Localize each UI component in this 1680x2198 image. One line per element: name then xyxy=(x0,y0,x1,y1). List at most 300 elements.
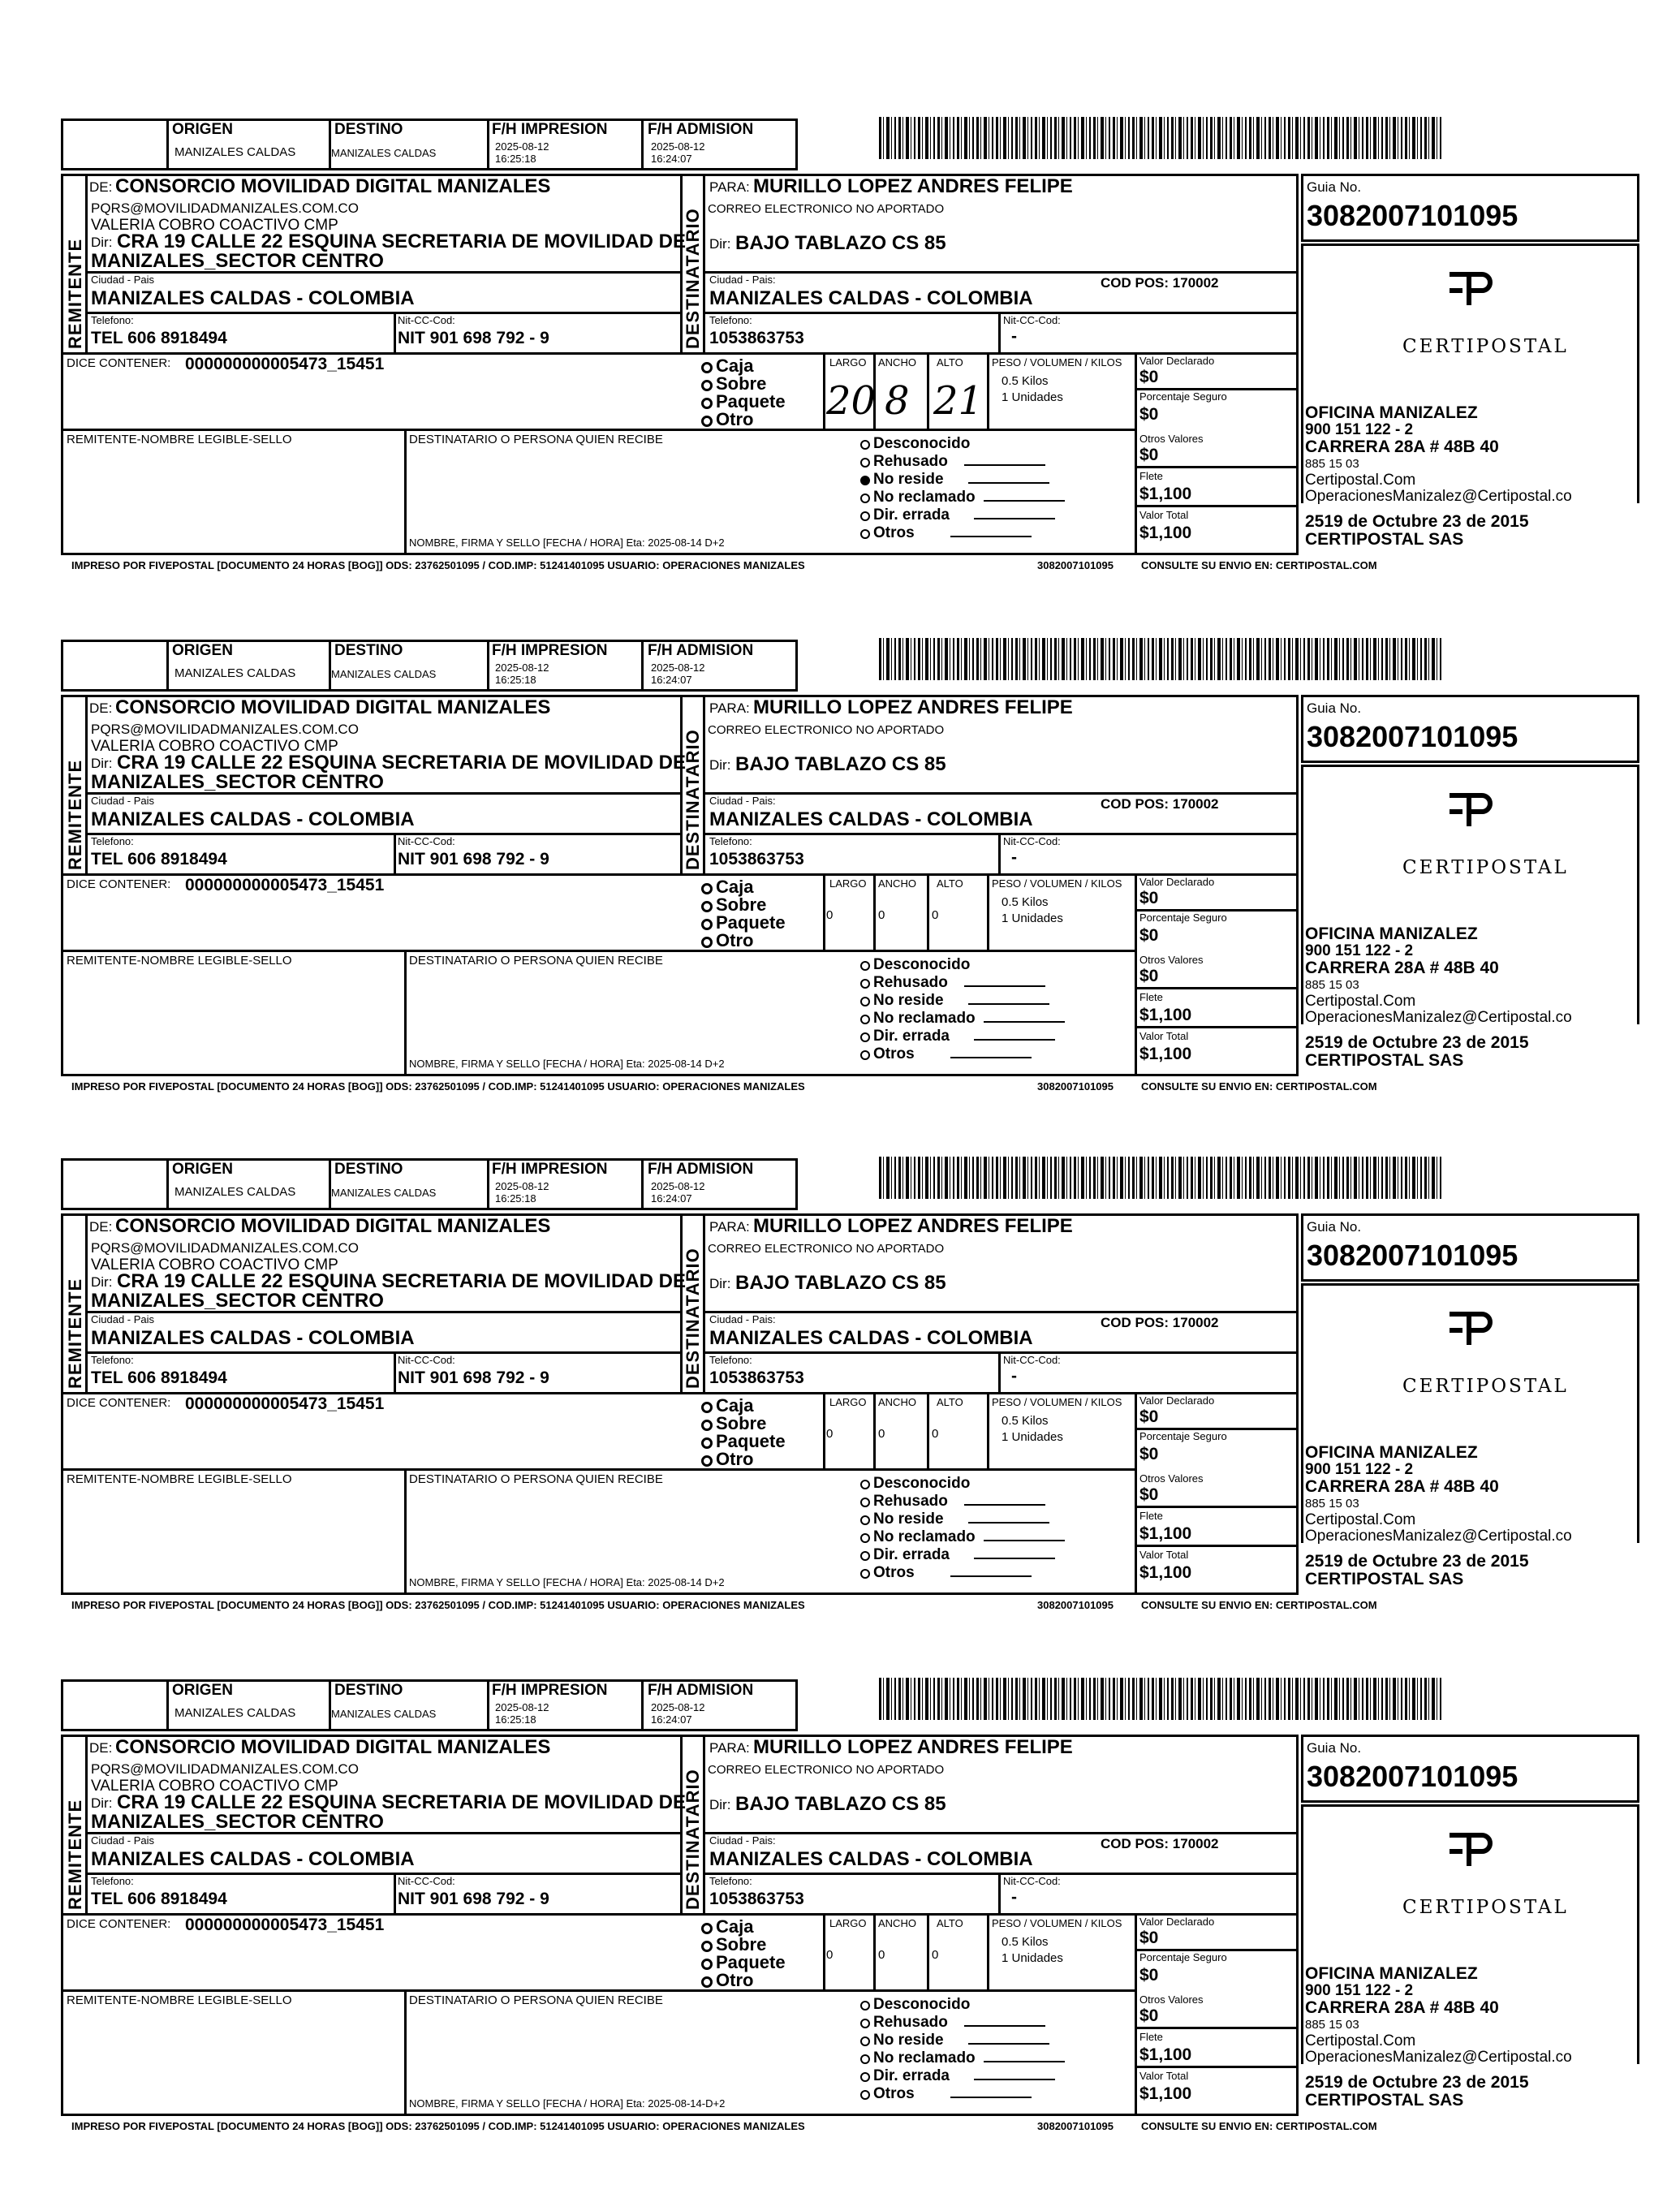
valor-total: $1,100 xyxy=(1139,2084,1192,2103)
para-ciudad: MANIZALES CALDAS - COLOMBIA xyxy=(709,808,1033,830)
origen-label: ORIGEN xyxy=(172,642,233,659)
ancho-value: 0 xyxy=(878,1948,885,1962)
flete-label: Flete xyxy=(1139,991,1163,1003)
cod-pos: COD POS: 170002 xyxy=(1101,1315,1219,1330)
flete-label: Flete xyxy=(1139,2031,1163,2043)
de-contact: VALERIA COBRO COACTIVO CMP xyxy=(91,1778,338,1795)
fh-impresion-date: 2025-08-12 xyxy=(495,1701,549,1713)
devolucion-rehusado[interactable]: Rehusado xyxy=(860,453,1065,471)
para-telefono: 1053863753 xyxy=(709,1890,804,1908)
footer-guia: 3082007101095 xyxy=(1037,559,1114,571)
logo-text: CERTIPOSTAL xyxy=(1402,1897,1569,1918)
radio-icon xyxy=(701,1455,713,1467)
para-value: MURILLO LOPEZ ANDRES FELIPE xyxy=(753,175,1073,197)
alto-value: 0 xyxy=(932,908,939,922)
alto-label: ALTO xyxy=(937,877,963,890)
oficina-dir: CARRERA 28A # 48B 40 xyxy=(1305,437,1499,456)
fh-impresion-label: F/H IMPRESION xyxy=(492,121,608,138)
devolucion-no-reclamado[interactable]: No reclamado xyxy=(860,1528,1065,1546)
oficina-res: 2519 de Octubre 23 de 2015 xyxy=(1305,2073,1529,2092)
para-dir: BAJO TABLAZO CS 85 xyxy=(735,1272,946,1294)
radio-icon xyxy=(701,1402,713,1413)
dice-contener: 000000000005473_15451 xyxy=(185,876,385,894)
dir-label: Dir: xyxy=(91,1274,113,1290)
tipo-sobre[interactable]: Sobre xyxy=(701,896,786,914)
de-email: PQRS@MOVILIDADMANIZALES.COM.CO xyxy=(91,200,359,216)
cod-pos: COD POS: 170002 xyxy=(1101,796,1219,812)
valor-declarado-label: Valor Declarado xyxy=(1139,876,1215,888)
oficina-nit: 900 151 122 - 2 xyxy=(1305,1982,1414,1999)
para-telefono: 1053863753 xyxy=(709,850,804,868)
fh-impresion-time: 16:25:18 xyxy=(495,153,536,165)
destino-label: DESTINO xyxy=(334,121,403,138)
peso-value: 0.5 Kilos xyxy=(1002,374,1049,388)
dest-recibe-label: DESTINATARIO O PERSONA QUIEN RECIBE xyxy=(409,1472,663,1486)
ciudad-label: Ciudad - Pais xyxy=(91,1313,155,1325)
tipo-caja[interactable]: Caja xyxy=(701,1918,786,1936)
tipo-list xyxy=(701,357,786,429)
destino-value: MANIZALES CALDAS xyxy=(331,668,437,680)
unidades-value: 1 Unidades xyxy=(1002,390,1063,404)
radio-icon xyxy=(860,458,870,468)
oficina-tel: 885 15 03 xyxy=(1305,978,1359,992)
para-telefono-label: Telefono: xyxy=(709,314,752,326)
tipo-paquete[interactable]: Paquete xyxy=(701,1954,786,1972)
devolucion-dir-errada[interactable]: Dir. errada xyxy=(860,506,1065,524)
firma-label: NOMBRE, FIRMA Y SELLO [FECHA / HORA] Eta: 2025-08-14-D+2 xyxy=(409,2097,726,2110)
tipo-paquete[interactable]: Paquete xyxy=(701,914,786,932)
flete: $1,100 xyxy=(1139,1524,1192,1543)
de-label: DE: xyxy=(89,179,113,195)
para-nit: - xyxy=(1011,1367,1017,1386)
para-dir-label: Dir: xyxy=(709,1276,731,1291)
de-label: DE: xyxy=(89,1740,113,1756)
oficina-web: Certipostal.Com xyxy=(1305,1511,1416,1528)
destinatario-label: DESTINATARIO xyxy=(683,1769,703,1910)
devolucion-dir-errada[interactable]: Dir. errada xyxy=(860,1546,1065,1564)
radio-icon xyxy=(860,2036,870,2046)
radio-icon xyxy=(860,1050,870,1060)
devolucion-no-reside[interactable]: No reside xyxy=(860,992,1065,1010)
porcentaje-seguro: $0 xyxy=(1139,405,1159,424)
radio-icon xyxy=(860,1015,870,1024)
tipo-sobre[interactable]: Sobre xyxy=(701,1936,786,1954)
fh-admision-date: 2025-08-12 xyxy=(651,1701,705,1713)
de-value: CONSORCIO MOVILIDAD DIGITAL MANIZALES xyxy=(115,696,551,718)
destino-value: MANIZALES CALDAS xyxy=(331,1708,437,1720)
porcentaje-seguro-label: Porcentaje Seguro xyxy=(1139,912,1227,924)
guide-2 xyxy=(0,633,1680,1157)
remitente-sello-label: REMITENTE-NOMBRE LEGIBLE-SELLO xyxy=(67,954,292,968)
de-email: PQRS@MOVILIDADMANIZALES.COM.CO xyxy=(91,1761,359,1777)
devolucion-otros[interactable]: Otros xyxy=(860,1045,1065,1063)
guide-3 xyxy=(0,1152,1680,1676)
dir-label: Dir: xyxy=(91,756,113,771)
dest-recibe-label: DESTINATARIO O PERSONA QUIEN RECIBE xyxy=(409,433,663,446)
radio-icon xyxy=(860,476,870,485)
firma-label: NOMBRE, FIRMA Y SELLO [FECHA / HORA] Eta: 2025-08-14 D+2 xyxy=(409,537,725,549)
devolucion-desconocido[interactable]: Desconocido xyxy=(860,435,1065,453)
valor-declarado-label: Valor Declarado xyxy=(1139,1394,1215,1407)
de-email: PQRS@MOVILIDADMANIZALES.COM.CO xyxy=(91,1240,359,1256)
footer-guia: 3082007101095 xyxy=(1037,2120,1114,2132)
radio-icon xyxy=(860,511,870,521)
devolucion-dir-errada[interactable]: Dir. errada xyxy=(860,1028,1065,1045)
largo-label: LARGO xyxy=(829,1917,867,1929)
alto-label: ALTO xyxy=(937,1917,963,1929)
oficina-name: CERTIPOSTAL SAS xyxy=(1305,2091,1464,2110)
barcode xyxy=(879,1157,1441,1199)
guia-no: 3082007101095 xyxy=(1307,1239,1518,1272)
devolucion-list xyxy=(860,1996,1065,2103)
devolucion-rehusado[interactable]: Rehusado xyxy=(860,2014,1065,2032)
de-dir-line2: MANIZALES_SECTOR CENTRO xyxy=(91,250,384,272)
para-correo: CORREO ELECTRONICO NO APORTADO xyxy=(708,1242,945,1256)
valor-declarado: $0 xyxy=(1139,368,1159,386)
largo-label: LARGO xyxy=(829,877,867,890)
otros-valores-label: Otros Valores xyxy=(1139,1993,1204,2006)
barcode xyxy=(879,1678,1441,1720)
devolucion-no-reside[interactable]: No reside xyxy=(860,471,1065,489)
de-telefono: TEL 606 8918494 xyxy=(91,1890,227,1908)
oficina-nit: 900 151 122 - 2 xyxy=(1305,1461,1414,1478)
tipo-list xyxy=(701,878,786,950)
de-ciudad: MANIZALES CALDAS - COLOMBIA xyxy=(91,808,415,830)
logo-text: CERTIPOSTAL xyxy=(1402,857,1569,878)
para-telefono-label: Telefono: xyxy=(709,835,752,847)
para-correo: CORREO ELECTRONICO NO APORTADO xyxy=(708,202,945,216)
devolucion-no-reclamado[interactable]: No reclamado xyxy=(860,489,1065,506)
devolucion-otros[interactable]: Otros xyxy=(860,524,1065,542)
radio-icon xyxy=(860,997,870,1006)
tipo-caja[interactable]: Caja xyxy=(701,357,786,375)
oficina: OFICINA MANIZALEZ xyxy=(1305,403,1478,422)
valor-declarado-label: Valor Declarado xyxy=(1139,355,1215,367)
barcode xyxy=(879,638,1441,680)
radio-icon xyxy=(701,901,713,912)
para-ciudad-label: Ciudad - Pais: xyxy=(709,274,776,286)
de-value: CONSORCIO MOVILIDAD DIGITAL MANIZALES xyxy=(115,175,551,197)
flete: $1,100 xyxy=(1139,1006,1192,1024)
fh-admision-label: F/H ADMISION xyxy=(648,121,754,138)
tipo-caja[interactable]: Caja xyxy=(701,1397,786,1415)
remitente-label: REMITENTE xyxy=(65,759,85,870)
footer-left: IMPRESO POR FIVEPOSTAL [DOCUMENTO 24 HORAS [BOG]] ODS: 23762501095 / COD.IMP: 51241401095 USUARIO: OPERACIONES MANIZALES xyxy=(71,1599,805,1611)
radio-icon xyxy=(701,1420,713,1431)
footer-left: IMPRESO POR FIVEPOSTAL [DOCUMENTO 24 HORAS [BOG]] ODS: 23762501095 / COD.IMP: 51241401095 USUARIO: OPERACIONES MANIZALES xyxy=(71,559,805,571)
cod-pos: COD POS: 170002 xyxy=(1101,275,1219,291)
flete-label: Flete xyxy=(1139,470,1163,482)
radio-icon xyxy=(860,2001,870,2011)
telefono-label: Telefono: xyxy=(91,835,134,847)
alto-value: 0 xyxy=(932,1427,939,1441)
origen-value: MANIZALES CALDAS xyxy=(174,145,296,159)
oficina-email: OperacionesManizalez@Certipostal.co xyxy=(1305,1528,1572,1545)
oficina-web: Certipostal.Com xyxy=(1305,472,1416,489)
radio-icon xyxy=(701,380,713,391)
tipo-list xyxy=(701,1397,786,1468)
origen-value: MANIZALES CALDAS xyxy=(174,1706,296,1720)
destino-value: MANIZALES CALDAS xyxy=(331,147,437,159)
footer-guia: 3082007101095 xyxy=(1037,1599,1114,1611)
oficina-tel: 885 15 03 xyxy=(1305,1497,1359,1511)
largo-value: 0 xyxy=(826,1427,834,1441)
destino-label: DESTINO xyxy=(334,642,403,659)
otros-valores: $0 xyxy=(1139,1485,1159,1504)
remitente-sello-label: REMITENTE-NOMBRE LEGIBLE-SELLO xyxy=(67,1472,292,1486)
origen-label: ORIGEN xyxy=(172,121,233,138)
ciudad-label: Ciudad - Pais xyxy=(91,795,155,807)
unidades-value: 1 Unidades xyxy=(1002,1430,1063,1444)
origen-label: ORIGEN xyxy=(172,1161,233,1178)
largo-label: LARGO xyxy=(829,1396,867,1408)
dice-contener: 000000000005473_15451 xyxy=(185,1916,385,1934)
radio-icon xyxy=(860,2072,870,2082)
certipostal-logo-icon xyxy=(1445,271,1493,308)
para-telefono-label: Telefono: xyxy=(709,1354,752,1366)
de-ciudad: MANIZALES CALDAS - COLOMBIA xyxy=(91,287,415,309)
oficina-res: 2519 de Octubre 23 de 2015 xyxy=(1305,512,1529,531)
flete: $1,100 xyxy=(1139,2045,1192,2064)
devolucion-desconocido[interactable]: Desconocido xyxy=(860,1475,1065,1493)
devolucion-no-reclamado[interactable]: No reclamado xyxy=(860,2049,1065,2067)
certipostal-logo-icon xyxy=(1445,792,1493,830)
devolucion-desconocido[interactable]: Desconocido xyxy=(860,956,1065,974)
para-value: MURILLO LOPEZ ANDRES FELIPE xyxy=(753,696,1073,718)
valor-total-label: Valor Total xyxy=(1139,509,1189,521)
fh-impresion-label: F/H IMPRESION xyxy=(492,1682,608,1699)
ancho-label: ANCHO xyxy=(878,877,916,890)
devolucion-otros[interactable]: Otros xyxy=(860,1564,1065,1582)
de-telefono: TEL 606 8918494 xyxy=(91,329,227,347)
para-telefono-label: Telefono: xyxy=(709,1875,752,1887)
guia-no: 3082007101095 xyxy=(1307,199,1518,232)
radio-icon xyxy=(860,1498,870,1507)
para-dir-label: Dir: xyxy=(709,757,731,773)
fh-admision-time: 16:24:07 xyxy=(651,153,692,165)
footer-right: CONSULTE SU ENVIO EN: CERTIPOSTAL.COM xyxy=(1141,1599,1377,1611)
destino-value: MANIZALES CALDAS xyxy=(331,1187,437,1199)
otros-valores-label: Otros Valores xyxy=(1139,1472,1204,1485)
guia-label: Guia No. xyxy=(1307,1219,1362,1235)
porcentaje-seguro-label: Porcentaje Seguro xyxy=(1139,390,1227,403)
para-correo: CORREO ELECTRONICO NO APORTADO xyxy=(708,1763,945,1777)
radio-icon xyxy=(701,1976,713,1988)
para-dir: BAJO TABLAZO CS 85 xyxy=(735,232,946,254)
valor-declarado: $0 xyxy=(1139,1929,1159,1947)
barcode xyxy=(879,117,1441,159)
radio-icon xyxy=(701,1437,713,1449)
radio-icon xyxy=(701,883,713,894)
otros-valores-label: Otros Valores xyxy=(1139,954,1204,966)
hand-ancho: 8 xyxy=(885,378,910,424)
para-label: PARA: xyxy=(709,1219,750,1235)
largo-value: 0 xyxy=(826,908,834,922)
oficina-res: 2519 de Octubre 23 de 2015 xyxy=(1305,1033,1529,1052)
valor-total: $1,100 xyxy=(1139,1045,1192,1063)
fh-admision-date: 2025-08-12 xyxy=(651,662,705,674)
de-dir-line2: MANIZALES_SECTOR CENTRO xyxy=(91,771,384,793)
guide-4 xyxy=(0,1673,1680,2197)
devolucion-no-reside[interactable]: No reside xyxy=(860,1511,1065,1528)
para-nit: - xyxy=(1011,848,1017,867)
guia-label: Guia No. xyxy=(1307,700,1362,716)
devolucion-desconocido[interactable]: Desconocido xyxy=(860,1996,1065,2014)
tipo-paquete[interactable]: Paquete xyxy=(701,393,786,411)
fh-admision-date: 2025-08-12 xyxy=(651,1180,705,1192)
firma-label: NOMBRE, FIRMA Y SELLO [FECHA / HORA] Eta: 2025-08-14 D+2 xyxy=(409,1058,725,1070)
valor-total-label: Valor Total xyxy=(1139,1030,1189,1042)
fh-admision-time: 16:24:07 xyxy=(651,1713,692,1726)
remitente-sello-label: REMITENTE-NOMBRE LEGIBLE-SELLO xyxy=(67,433,292,446)
fh-impresion-label: F/H IMPRESION xyxy=(492,1161,608,1178)
destino-label: DESTINO xyxy=(334,1161,403,1178)
para-dir: BAJO TABLAZO CS 85 xyxy=(735,1793,946,1815)
de-dir-line1: CRA 19 CALLE 22 ESQUINA SECRETARIA DE MOVILIDAD DE xyxy=(117,1791,686,1813)
ancho-value: 0 xyxy=(878,908,885,922)
dest-recibe-label: DESTINATARIO O PERSONA QUIEN RECIBE xyxy=(409,954,663,968)
dice-contener-label: DICE CONTENER: xyxy=(67,356,171,370)
ancho-label: ANCHO xyxy=(878,356,916,368)
devolucion-no-reclamado[interactable]: No reclamado xyxy=(860,1010,1065,1028)
tipo-otro[interactable]: Otro xyxy=(701,1450,786,1468)
telefono-label: Telefono: xyxy=(91,1875,134,1887)
radio-icon xyxy=(860,1569,870,1579)
valor-total: $1,100 xyxy=(1139,524,1192,542)
devolucion-list xyxy=(860,435,1065,542)
peso-value: 0.5 Kilos xyxy=(1002,1414,1049,1428)
radio-icon xyxy=(701,919,713,930)
oficina-dir: CARRERA 28A # 48B 40 xyxy=(1305,959,1499,977)
fh-impresion-label: F/H IMPRESION xyxy=(492,642,608,659)
para-ciudad-label: Ciudad - Pais: xyxy=(709,1834,776,1847)
fh-admision-label: F/H ADMISION xyxy=(648,642,754,659)
porcentaje-seguro-label: Porcentaje Seguro xyxy=(1139,1951,1227,1963)
firma-label: NOMBRE, FIRMA Y SELLO [FECHA / HORA] Eta: 2025-08-14 D+2 xyxy=(409,1576,725,1588)
peso-label: PESO / VOLUMEN / KILOS xyxy=(992,877,1122,890)
peso-value: 0.5 Kilos xyxy=(1002,1935,1049,1949)
para-ciudad: MANIZALES CALDAS - COLOMBIA xyxy=(709,1327,1033,1349)
oficina-tel: 885 15 03 xyxy=(1305,2018,1359,2032)
para-nit-label: Nit-CC-Cod: xyxy=(1003,1875,1061,1887)
hand-alto: 21 xyxy=(933,378,984,424)
de-ciudad: MANIZALES CALDAS - COLOMBIA xyxy=(91,1327,415,1349)
unidades-value: 1 Unidades xyxy=(1002,912,1063,925)
de-contact: VALERIA COBRO COACTIVO CMP xyxy=(91,738,338,755)
tipo-sobre[interactable]: Sobre xyxy=(701,1415,786,1433)
para-value: MURILLO LOPEZ ANDRES FELIPE xyxy=(753,1736,1073,1758)
origen-label: ORIGEN xyxy=(172,1682,233,1699)
de-nit: NIT 901 698 792 - 9 xyxy=(398,1890,549,1908)
footer-right: CONSULTE SU ENVIO EN: CERTIPOSTAL.COM xyxy=(1141,1080,1377,1093)
devolucion-dir-errada[interactable]: Dir. errada xyxy=(860,2067,1065,2085)
para-ciudad-label: Ciudad - Pais: xyxy=(709,795,776,807)
radio-icon xyxy=(860,493,870,503)
oficina-name: CERTIPOSTAL SAS xyxy=(1305,1051,1464,1070)
para-correo: CORREO ELECTRONICO NO APORTADO xyxy=(708,723,945,737)
de-dir-line2: MANIZALES_SECTOR CENTRO xyxy=(91,1290,384,1312)
oficina-email: OperacionesManizalez@Certipostal.co xyxy=(1305,2049,1572,2066)
oficina: OFICINA MANIZALEZ xyxy=(1305,924,1478,943)
de-telefono: TEL 606 8918494 xyxy=(91,850,227,868)
para-nit-label: Nit-CC-Cod: xyxy=(1003,1354,1061,1366)
nit-label: Nit-CC-Cod: xyxy=(398,314,455,326)
oficina-nit: 900 151 122 - 2 xyxy=(1305,942,1414,959)
fh-impresion-date: 2025-08-12 xyxy=(495,662,549,674)
radio-icon xyxy=(701,416,713,427)
ancho-label: ANCHO xyxy=(878,1396,916,1408)
otros-valores-label: Otros Valores xyxy=(1139,433,1204,445)
devolucion-rehusado[interactable]: Rehusado xyxy=(860,1493,1065,1511)
dir-label: Dir: xyxy=(91,235,113,250)
origen-value: MANIZALES CALDAS xyxy=(174,666,296,680)
de-value: CONSORCIO MOVILIDAD DIGITAL MANIZALES xyxy=(115,1215,551,1237)
para-value: MURILLO LOPEZ ANDRES FELIPE xyxy=(753,1215,1073,1237)
destinatario-label: DESTINATARIO xyxy=(683,208,703,349)
destinatario-label: DESTINATARIO xyxy=(683,1248,703,1389)
devolucion-no-reside[interactable]: No reside xyxy=(860,2032,1065,2049)
remitente-label: REMITENTE xyxy=(65,1278,85,1389)
peso-label: PESO / VOLUMEN / KILOS xyxy=(992,356,1122,368)
oficina-web: Certipostal.Com xyxy=(1305,2032,1416,2049)
radio-icon xyxy=(701,398,713,409)
dice-contener: 000000000005473_15451 xyxy=(185,1394,385,1413)
fh-impresion-date: 2025-08-12 xyxy=(495,1180,549,1192)
dice-contener-label: DICE CONTENER: xyxy=(67,1917,171,1931)
tipo-paquete[interactable]: Paquete xyxy=(701,1433,786,1450)
valor-total-label: Valor Total xyxy=(1139,1549,1189,1561)
fh-admision-label: F/H ADMISION xyxy=(648,1161,754,1178)
radio-icon xyxy=(860,2054,870,2064)
oficina-email: OperacionesManizalez@Certipostal.co xyxy=(1305,488,1572,505)
otros-valores: $0 xyxy=(1139,2006,1159,2025)
para-nit-label: Nit-CC-Cod: xyxy=(1003,314,1061,326)
ancho-label: ANCHO xyxy=(878,1917,916,1929)
tipo-otro[interactable]: Otro xyxy=(701,932,786,950)
radio-icon xyxy=(860,1480,870,1489)
de-nit: NIT 901 698 792 - 9 xyxy=(398,329,549,347)
radio-icon xyxy=(701,1923,713,1934)
de-label: DE: xyxy=(89,700,113,716)
de-ciudad: MANIZALES CALDAS - COLOMBIA xyxy=(91,1848,415,1870)
dir-label: Dir: xyxy=(91,1795,113,1811)
origen-value: MANIZALES CALDAS xyxy=(174,1185,296,1199)
devolucion-otros[interactable]: Otros xyxy=(860,2085,1065,2103)
oficina: OFICINA MANIZALEZ xyxy=(1305,1964,1478,1983)
valor-declarado: $0 xyxy=(1139,889,1159,907)
tipo-sobre[interactable]: Sobre xyxy=(701,375,786,393)
de-label: DE: xyxy=(89,1219,113,1235)
tipo-otro[interactable]: Otro xyxy=(701,1972,786,1989)
de-dir-line1: CRA 19 CALLE 22 ESQUINA SECRETARIA DE MOVILIDAD DE xyxy=(117,752,686,774)
peso-label: PESO / VOLUMEN / KILOS xyxy=(992,1917,1122,1929)
radio-icon xyxy=(860,1551,870,1561)
valor-total-label: Valor Total xyxy=(1139,2070,1189,2082)
de-dir-line2: MANIZALES_SECTOR CENTRO xyxy=(91,1811,384,1833)
tipo-otro[interactable]: Otro xyxy=(701,411,786,429)
fh-admision-label: F/H ADMISION xyxy=(648,1682,754,1699)
devolucion-rehusado[interactable]: Rehusado xyxy=(860,974,1065,992)
de-nit: NIT 901 698 792 - 9 xyxy=(398,850,549,868)
oficina-name: CERTIPOSTAL SAS xyxy=(1305,1570,1464,1588)
tipo-caja[interactable]: Caja xyxy=(701,878,786,896)
de-telefono: TEL 606 8918494 xyxy=(91,1368,227,1387)
remitente-label: REMITENTE xyxy=(65,238,85,349)
telefono-label: Telefono: xyxy=(91,314,134,326)
footer-left: IMPRESO POR FIVEPOSTAL [DOCUMENTO 24 HORAS [BOG]] ODS: 23762501095 / COD.IMP: 51241401095 USUARIO: OPERACIONES MANIZALES xyxy=(71,1080,805,1093)
para-telefono: 1053863753 xyxy=(709,329,804,347)
radio-icon xyxy=(860,2090,870,2100)
